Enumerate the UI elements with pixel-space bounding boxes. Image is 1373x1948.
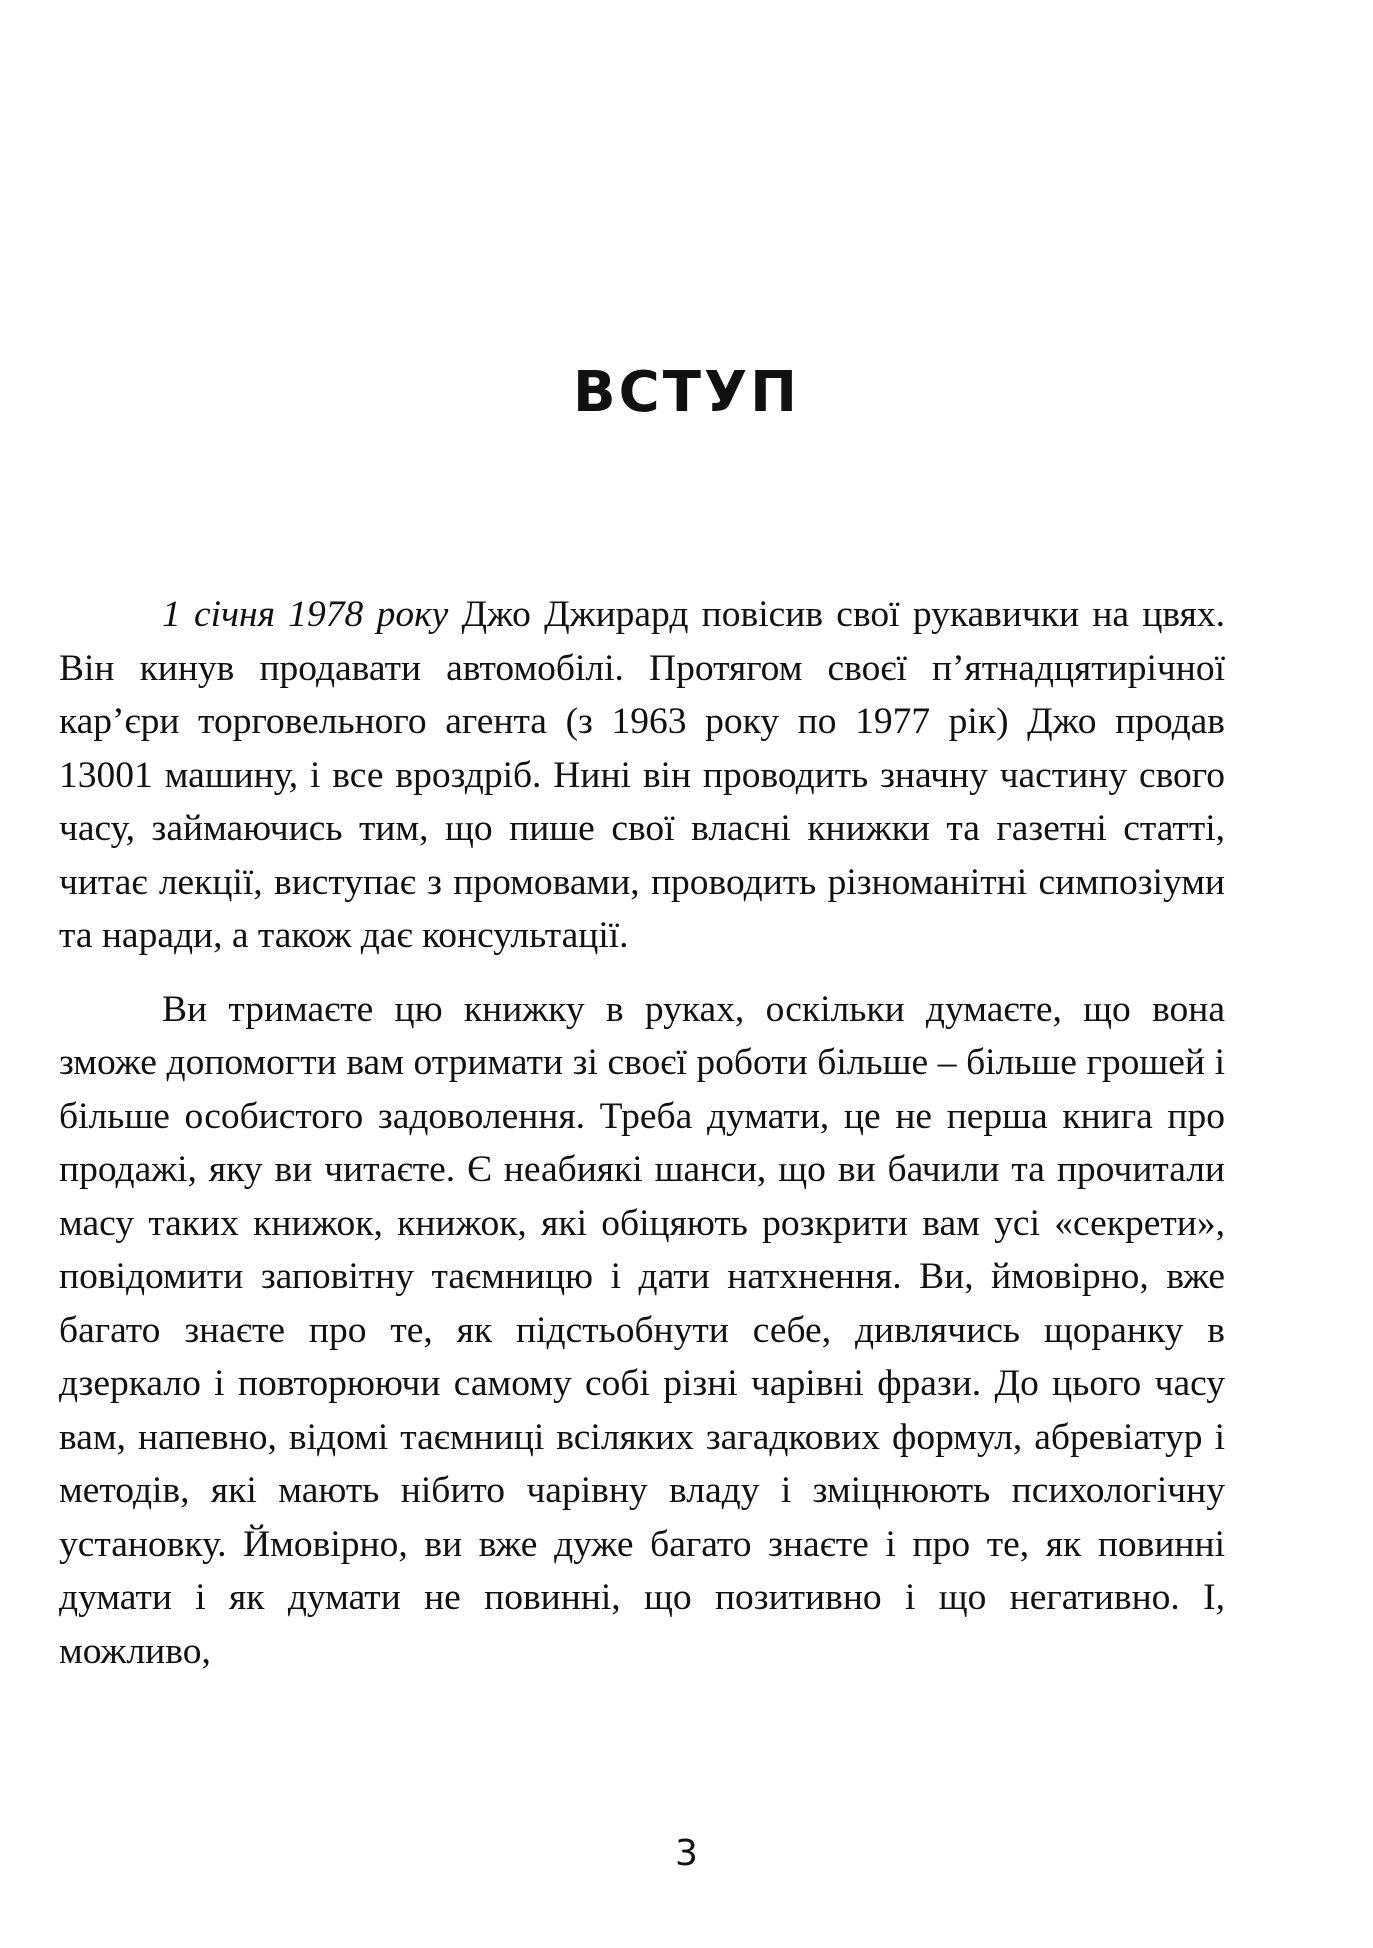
paragraph-2 (59, 983, 1225, 1679)
paragraph-1 (59, 588, 1225, 963)
page-number: 3 (675, 1833, 698, 1874)
body-text (59, 588, 1225, 1678)
paragraph-1-italic-date: 1 січня 1978 року (162, 594, 449, 635)
paragraph-2-text: Ви тримаєте цю книжку в руках, оскільки думаєте, що вона зможе допомогти вам отримати зі своєї роботи більше – більше грошей і більше особистого задоволення. Треба думати, це не перша книга про продажі, яку ви читаєте. Є неабиякі шанси, що ви бачили та прочитали масу таких книжок, книжок, які обіцяють розкрити вам усі «секрети», повідомити заповітну таємницю і дати натхнення. Ви, ймовірно, вже багато знаєте про те, як підстьобнути себе, дивлячись щоранку в дзеркало і повторюючи самому собі різні чарівні фрази. До цього часу вам, напевно, відомі таємниці всіляких загадкових формул, абревіатур і методів, які мають нібито чарівну владу і зміцнюють психологічну установку. Ймовірно, ви вже дуже багато знаєте і про те, як повинні думати і як думати не повинні, що позитивно і що негативно. І, можливо, (59, 988, 1225, 1672)
chapter-title: ВСТУП (572, 360, 801, 425)
paragraph-1-text: Джо Джирард повісив свої рукавички на цвях. Він кинув продавати автомобілі. Протягом своєї п’ятнадцятирічної кар’єри торговельного агента (з 1963 року по 1977 рік) Джо продав 13001 машину, і все вроздріб. Нині він проводить значну частину свого часу, займаючись тим, що пише свої власні книжки та газетні статті, читає лекції, виступає з промовами, проводить різноманітні симпозіуми та наради, а також дає консультації. (59, 594, 1225, 956)
